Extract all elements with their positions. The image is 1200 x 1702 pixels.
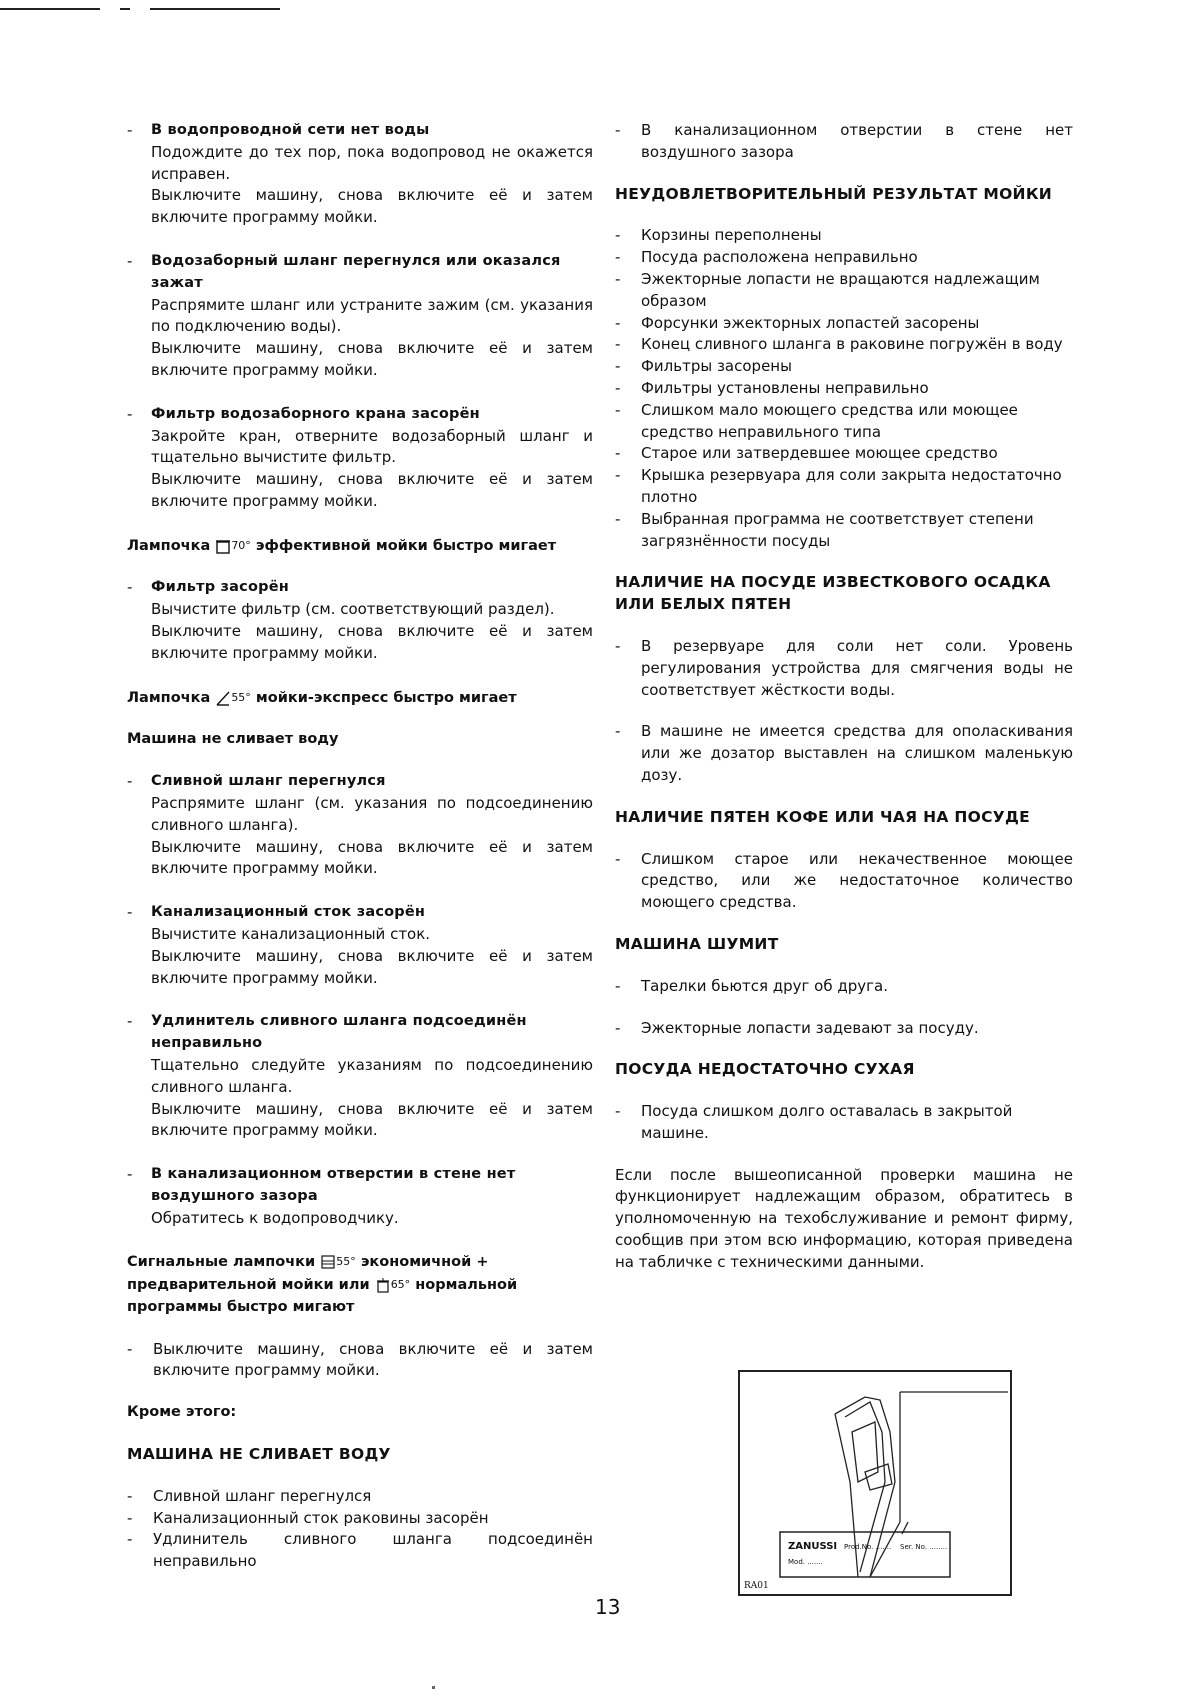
plate-code: RA01 — [744, 1581, 769, 1591]
no-drain-heading: МАШИНА НЕ СЛИВАЕТ ВОДУ — [127, 1445, 391, 1464]
list-item: - Корзины переполнены — [615, 225, 1073, 247]
lamp-temp: 65° — [390, 1278, 411, 1292]
coffee-list — [615, 849, 1073, 914]
list-item: - Конец сливного шланга в раковине погружён в воду — [615, 334, 1073, 356]
list-item-text: В резервуаре для соли нет соли. Уровень регулирования устройства для смягчения воды не соответствует жёсткости воды. — [641, 636, 1073, 699]
item-text: Выключите машину, снова включите её и затем включите программу мойки. — [151, 1099, 593, 1140]
list-item: - Выключите машину, снова включите её и затем включите программу мойки. — [127, 1339, 593, 1383]
list-item: - Крышка резервуара для соли закрыта недостаточно плотно — [615, 465, 1073, 509]
dish-rack-icon — [320, 1251, 336, 1273]
trouble-item: - Фильтр водозаборного крана засорён Закройте кран, отверните водозаборный шланг и тщательно вычистите фильтр. Выключите машину, снова включите её и затем включите программу мойки. — [127, 404, 593, 513]
lamp-heading-eco — [127, 535, 593, 558]
pot-icon — [215, 535, 231, 557]
dry-list — [615, 1101, 1073, 1145]
signal-list — [127, 1339, 593, 1383]
list-item-text: Эжекторные лопасти не вращаются надлежащим образом — [641, 269, 1040, 310]
item-text: Распрямите шланг (см. указания по подсоединению сливного шланга). — [151, 793, 593, 834]
list-item: - Сливной шланг перегнулся — [127, 1486, 593, 1508]
list-item-text: В машине не имеется средства для ополаскивания или же дозатор выставлен на слишком маленькую дозу. — [641, 722, 1073, 784]
list-item-text: Посуда слишком долго оставалась в закрытой машине. — [641, 1102, 1013, 1142]
list-item-text: В канализационном отверстии в стене нет воздушного зазора — [641, 121, 1073, 161]
list-item-text: Посуда расположена неправильно — [641, 248, 918, 267]
signal-heading-text: нормальной программы быстро мигают — [127, 1277, 518, 1315]
list-item: - Фильтры установлены неправильно — [615, 378, 1073, 400]
list-item-text: Фильтры установлены неправильно — [641, 378, 929, 397]
trouble-item: - Канализационный сток засорён Вычистите канализационный сток. Выключите машину, снова включите её и затем включите программу мойки. — [127, 902, 593, 989]
scan-speck — [432, 1686, 435, 1689]
dry-heading: ПОСУДА НЕДОСТАТОЧНО СУХАЯ — [615, 1060, 915, 1079]
item-heading: Сливной шланг перегнулся — [151, 773, 386, 790]
trouble-item: - Сливной шланг перегнулся Распрямите шланг (см. указания по подсоединению сливного шланга). Выключите машину, снова включите её и затем включите программу мойки. — [127, 771, 593, 880]
item-heading: В канализационном отверстии в стене нет воздушного зазора — [151, 1166, 516, 1204]
item-text: Закройте кран, отверните водозаборный шланг и тщательно вычистите фильтр. — [151, 426, 593, 467]
list-item: - Выбранная программа не соответствует степени загрязнённости посуды — [615, 509, 1073, 553]
list-item: - В резервуаре для соли нет соли. Уровень регулирования устройства для смягчения воды не соответствует жёсткости воды. — [615, 636, 1073, 701]
list-item-text: Эжекторные лопасти задевают за посуду. — [641, 1018, 979, 1037]
glass-icon — [215, 687, 231, 709]
page-number: 13 — [595, 1595, 621, 1619]
item-text: Распрямите шланг или устраните зажим (см. указания по подключению воды). — [151, 295, 593, 336]
item-heading: Водозаборный шланг перегнулся или оказался зажат — [151, 252, 561, 291]
list-item: - Эжекторные лопасти задевают за посуду. — [615, 1018, 1073, 1040]
top-rule-left — [0, 8, 100, 10]
list-item-text: Фильтры засорены — [641, 357, 792, 376]
lime-heading: НАЛИЧИЕ НА ПОСУДЕ ИЗВЕСТКОВОГО ОСАДКА ИЛИ БЕЛЫХ ПЯТЕН — [615, 573, 1051, 614]
trouble-item: - Водозаборный шланг перегнулся или оказался зажат Распрямите шланг или устраните зажим (см. указания по подключению воды). Выключите машину, снова включите её и затем включите программу мойки. — [127, 251, 593, 382]
item-text: Выключите машину, снова включите её и затем включите программу мойки. — [151, 837, 593, 878]
normal-program-icon — [375, 1274, 391, 1296]
list-item: - В канализационном отверстии в стене нет воздушного зазора — [615, 120, 1073, 164]
list-item-text: Слишком мало моющего средства или моющее средство неправильного типа — [641, 400, 1018, 441]
item-text: Вычистите канализационный сток. — [151, 924, 431, 943]
drain-heading: Машина не сливает воду — [127, 731, 339, 748]
lamp-heading-text: эффективной мойки быстро мигает — [255, 537, 557, 554]
list-item-text: Выключите машину, снова включите её и затем включите программу мойки. — [153, 1339, 593, 1380]
lamp-heading-express — [127, 687, 593, 710]
list-item: - Канализационный сток раковины засорён — [127, 1508, 593, 1530]
lamp-temp: 55° — [231, 690, 251, 704]
list-item: - Слишком мало моющего средства или моющее средство неправильного типа — [615, 400, 1073, 444]
list-item: - Фильтры засорены — [615, 356, 1073, 378]
lamp-heading-text: мойки-экспресс быстро мигает — [255, 689, 517, 706]
item-text: Выключите машину, снова включите её и затем включите программу мойки. — [151, 622, 593, 662]
list-item-text: Сливной шланг перегнулся — [153, 1486, 372, 1505]
lamp-heading-text: Лампочка — [127, 689, 211, 706]
bad-wash-list — [615, 225, 1073, 552]
item-heading: Удлинитель сливного шланга подсоединён неправильно — [151, 1013, 527, 1052]
list-item-text: Конец сливного шланга в раковине погружён в воду — [641, 335, 1063, 354]
final-paragraph: Если после вышеописанной проверки машина не функционирует надлежащим образом, обратитесь в уполномоченную на техобслуживание и ремонт фирму, сообщив при этом всю информацию, которая приведена на табличке с техническими данными. — [615, 1165, 1073, 1271]
top-rule-right — [150, 8, 280, 10]
item-text: Выключите машину, снова включите её и затем включите программу мойки. — [151, 339, 593, 379]
list-item: - Удлинитель сливного шланга подсоединён неправильно — [127, 1529, 593, 1573]
noise-heading: МАШИНА ШУМИТ — [615, 934, 779, 953]
plate-brand: ZANUSSI — [788, 1541, 838, 1552]
list-item: - Посуда слишком долго оставалась в закрытой машине. — [615, 1101, 1073, 1145]
item-text: Тщательно следуйте указаниям по подсоединению сливного шланга. — [151, 1055, 593, 1096]
lamp-temp: 55° — [336, 1255, 356, 1269]
bad-wash-heading: НЕУДОВЛЕТВОРИТЕЛЬНЫЙ РЕЗУЛЬТАТ МОЙКИ — [615, 184, 1053, 203]
signal-heading-text: Сигнальные лампочки — [127, 1254, 316, 1271]
item-text: Выключите машину, снова включите её и затем включите программу мойки. — [151, 186, 593, 227]
list-item: - В машине не имеется средства для ополаскивания или же дозатор выставлен на слишком маленькую дозу. — [615, 721, 1073, 786]
item-text: Выключите машину, снова включите её и затем включите программу мойки. — [151, 470, 593, 510]
list-item-text: Выбранная программа не соответствует степени загрязнённости посуды — [641, 509, 1034, 550]
list-item-text: Канализационный сток раковины засорён — [153, 1508, 489, 1527]
besides-label: Кроме этого: — [127, 1404, 237, 1421]
list-item-text: Слишком старое или некачественное моющее средство, или же недостаточное количество моющего средства. — [641, 849, 1073, 912]
left-column — [127, 120, 593, 1593]
item-text: Подождите до тех пор, пока водопровод не окажется исправен. — [151, 142, 593, 183]
plate-mod: Mod. ....... — [788, 1558, 823, 1566]
plate-ser: Ser. No. ........ — [900, 1543, 948, 1551]
coffee-heading: НАЛИЧИЕ ПЯТЕН КОФЕ ИЛИ ЧАЯ НА ПОСУДЕ — [615, 807, 1031, 826]
list-item: - Слишком старое или некачественное моющее средство, или же недостаточное количество моющего средства. — [615, 849, 1073, 914]
list-item: - Старое или затвердевшее моющее средство — [615, 443, 1073, 465]
trouble-item: - Удлинитель сливного шланга подсоединён неправильно Тщательно следуйте указаниям по подсоединению сливного шланга. Выключите машину, снова включите её и затем включите программу мойки. — [127, 1011, 593, 1142]
list-item-text: Удлинитель сливного шланга подсоединён неправильно — [153, 1530, 593, 1571]
item-heading: Фильтр засорён — [151, 579, 289, 596]
list-item-text: Форсунки эжекторных лопастей засорены — [641, 313, 980, 332]
list-item: - Форсунки эжекторных лопастей засорены — [615, 313, 1073, 335]
right-column — [615, 120, 1073, 1274]
item-heading: Канализационный сток засорён — [151, 904, 426, 921]
item-heading: Фильтр водозаборного крана засорён — [151, 405, 480, 422]
no-drain-list — [127, 1486, 593, 1573]
trouble-item: - Фильтр засорён Вычистите фильтр (см. соответствующий раздел). Выключите машину, снова включите её и затем включите программу мойки. — [127, 577, 593, 664]
item-text: Вычистите фильтр (см. соответствующий раздел). — [151, 600, 555, 619]
trouble-item: - В водопроводной сети нет воды Подождите до тех пор, пока водопровод не окажется исправен. Выключите машину, снова включите её и затем включите программу мойки. — [127, 120, 593, 229]
list-item: - Посуда расположена неправильно — [615, 247, 1073, 269]
dishwasher-door-drawing — [740, 1372, 1010, 1594]
item-heading: В водопроводной сети нет воды — [151, 122, 430, 138]
list-item-text: Корзины переполнены — [641, 226, 822, 245]
list-item-text: Крышка резервуара для соли закрыта недостаточно плотно — [641, 466, 1062, 506]
trouble-item: - В канализационном отверстии в стене нет воздушного зазора Обратитесь к водопроводчику. — [127, 1164, 593, 1229]
signal-heading — [127, 1251, 593, 1318]
item-text: Выключите машину, снова включите её и затем включите программу мойки. — [151, 946, 593, 987]
list-item-text: Тарелки бьются друг об друга. — [641, 976, 888, 995]
signal-heading-text: экономичной + предварительной мойки или — [127, 1254, 489, 1294]
list-item-text: Старое или затвердевшее моющее средство — [641, 444, 998, 463]
item-text: Обратитесь к водопроводчику. — [151, 1208, 399, 1227]
top-list — [615, 120, 1073, 164]
lamp-heading-text: Лампочка — [127, 537, 211, 554]
list-item: - Тарелки бьются друг об друга. — [615, 976, 1073, 998]
lime-list — [615, 636, 1073, 787]
top-rule-short — [120, 8, 130, 10]
list-item: - Эжекторные лопасти не вращаются надлежащим образом — [615, 269, 1073, 313]
lamp-temp: 70° — [231, 538, 251, 552]
plate-prod: Prod.No. ....... — [844, 1543, 892, 1551]
noise-list — [615, 976, 1073, 1040]
rating-plate-illustration — [738, 1370, 1012, 1596]
